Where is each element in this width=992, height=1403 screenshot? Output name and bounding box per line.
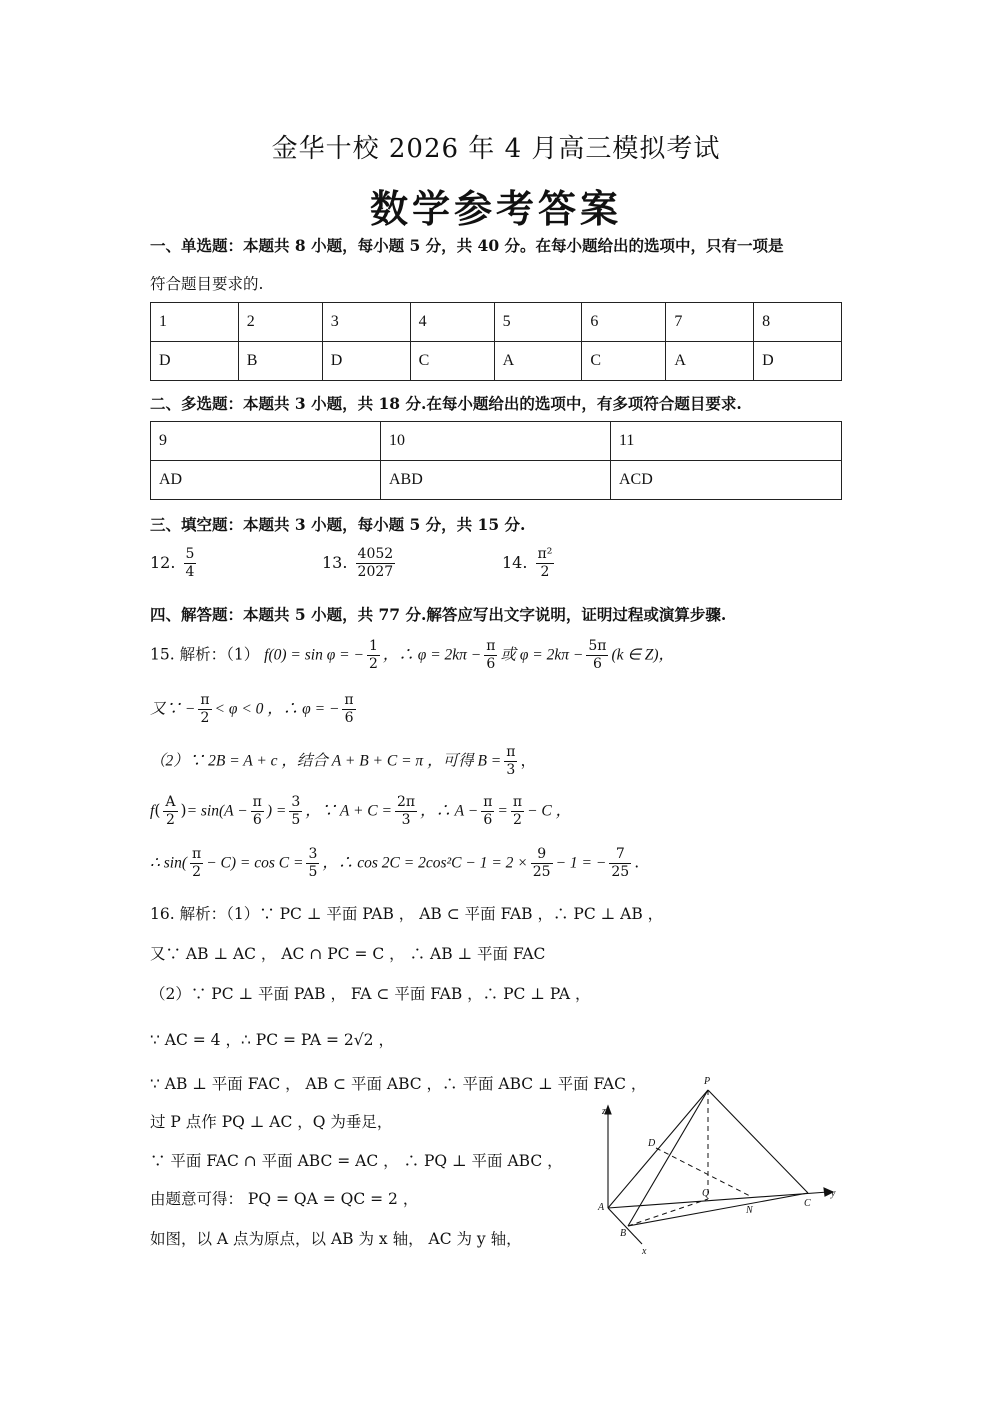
fraction: $\frac{1}{2}$ [368,638,378,672]
table-cell: C [410,342,494,381]
page-title: 数学参考答案 [369,186,622,231]
section2-heading: 二、多选题：本题共 3 小题，共 18 分.在每小题给出的选项中，有多项符合题目要求. [150,394,742,413]
fraction: $\frac{9}{25}$ [532,846,551,880]
exam-subtitle: 金华十校 2026 年 4 月高三模拟考试 [271,134,721,164]
fraction: $\frac{\pi}{6}$ [252,794,262,828]
single-choice-table [150,302,842,381]
table-cell: D [322,342,410,381]
table-cell: 11 [611,422,842,461]
table-row-numbers [151,422,842,461]
y-axis [608,1192,828,1208]
question-number: 12. [150,553,176,572]
table-cell: 7 [666,303,754,342]
table-row-answers [151,461,842,500]
q16-line-1: 16. 解析：（1）∵ PC ⊥ 平面 PAB ， AB ⊂ 平面 FAB ，∴ PC ⊥ AB ， [150,905,664,923]
fraction: $\frac{\pi}{2}$ [512,794,523,828]
label-Q: Q [702,1188,710,1199]
table-row-answers [151,342,842,381]
question-number: 13. [322,553,348,572]
table-cell: A [666,342,754,381]
table-cell: 5 [494,303,582,342]
fraction: $\frac{\pi}{6}$ [483,794,493,828]
pyramid-figure [590,1068,850,1258]
section3-heading: 三、填空题：本题共 3 小题，每小题 5 分，共 15 分. [150,515,526,534]
q16-line-3: （2）∵ PC ⊥ 平面 PAB ， FA ⊂ 平面 FAB ，∴ PC ⊥ PA ， [150,985,591,1003]
q16-line-9: 如图，以 A 点为原点，以 AB 为 x 轴， AC 为 y 轴， [150,1230,522,1248]
q15-line-4: f( $\frac{A}{2}$ )= sin(A − $\frac{\pi}{6}$ ) = $\frac{3}{5}$ ，∵ A + C = $\frac{2\pi}{3}$ ，∴ A − $\frac{\pi}{6}$ = $\frac{\pi}{2}$ − C ， [150,794,572,828]
q16-line-7: ∵ 平面 FAC ∩ 平面 ABC = AC ， ∴ PQ ⊥ 平面 ABC ， [150,1152,563,1170]
fraction: $\frac{5}{4}$ [185,546,195,580]
fraction: $\frac{\pi}{2}$ [200,692,210,726]
q15-line-1: 15. 解析：（1） f(0) = sin φ = − $\frac{1}{2}$ ，∴ φ = 2kπ − $\frac{\pi}{6}$ 或 φ = 2kπ − $\frac{5\pi}{6}$ (k ∈ Z)， [150,638,675,672]
table-cell: 6 [582,303,666,342]
fraction: $\frac{7}{25}$ [611,846,630,880]
q15-line-3: （2）∵ 2B = A + c ，结合 A + B + C = π ，可得 B = $\frac{\pi}{3}$ ， [150,744,536,778]
table-cell: ACD [611,461,842,500]
fraction: $\frac{5\pi}{6}$ [588,638,607,672]
q16-line-5: ∵ AB ⊥ 平面 FAC ， AB ⊂ 平面 ABC ，∴ 平面 ABC ⊥ 平面 FAC ， [150,1075,647,1093]
section1-heading: 一、单选题：本题共 8 小题，每小题 5 分，共 40 分。在每小题给出的选项中，只有一项是 [150,236,784,255]
table-cell: D [754,342,842,381]
section4-heading: 四、解答题：本题共 5 小题，共 77 分.解答应写出文字说明，证明过程或演算步骤. [150,605,727,624]
fraction: $\frac{A}{2}$ [165,794,176,828]
fraction: $\frac{2\pi}{3}$ [396,794,416,828]
fraction: $\frac{4052}{2027}$ [357,546,394,580]
table-cell: B [238,342,322,381]
label-D: D [648,1138,656,1149]
edge-PC [708,1090,808,1193]
label-z: z [602,1106,606,1117]
q15-line-2: 又∵ − $\frac{\pi}{2}$ < φ < 0 ，∴ φ = − $\frac{\pi}{6}$ [150,692,354,726]
fraction: $\frac{\pi}{2}$ [192,846,202,880]
label-x: x [642,1246,647,1257]
label-y: y [831,1188,836,1199]
table-cell: 3 [322,303,410,342]
q15-line-5: ∴ sin( $\frac{\pi}{2}$ − C) = cos C = $\frac{3}{5}$ ，∴ cos 2C = 2cos²C − 1 = 2 × $\frac{9}{25}$ − 1 = − $\frac{7}{25}$ . [150,846,640,880]
table-cell: 4 [410,303,494,342]
label-N: N [746,1205,753,1216]
fraction: $\frac{\text{π²}}{2}$ [537,546,553,580]
table-cell: A [494,342,582,381]
q16-line-2: 又∵ AB ⊥ AC ， AC ∩ PC = C ， ∴ AB ⊥ 平面 FAC [150,945,546,963]
table-cell: 1 [151,303,239,342]
edge-BP [628,1090,708,1226]
label-C: C [804,1198,811,1209]
fill-answer-14 [502,546,557,581]
fraction: $\frac{\pi}{6}$ [486,638,496,672]
fraction: $\frac{3}{5}$ [291,794,301,828]
table-row-numbers [151,303,842,342]
table-cell: ABD [381,461,611,500]
fill-answer-12 [150,546,199,581]
table-cell: C [582,342,666,381]
label-P: P [704,1076,711,1087]
edge-BC [628,1193,808,1226]
fill-answer-13 [322,546,398,581]
label-A: A [598,1202,605,1213]
question-number: 14. [502,553,528,572]
q16-line-6: 过 P 点作 PQ ⊥ AC ，Q 为垂足， [150,1113,393,1131]
label-B: B [620,1228,627,1239]
table-cell: 10 [381,422,611,461]
fraction: $\frac{\pi}{6}$ [344,692,354,726]
fraction: $\frac{3}{5}$ [308,846,318,880]
multi-choice-table [150,421,842,500]
section1-heading-cont: 符合题目要求的. [150,275,264,293]
table-cell: 8 [754,303,842,342]
q16-line-8: 由题意可得： PQ = QA = QC = 2 ， [150,1190,419,1208]
table-cell: 2 [238,303,322,342]
table-cell: AD [151,461,381,500]
q16-line-4: ∵ AC = 4 ，∴ PC = PA = 2√2 ， [150,1031,394,1049]
fraction: $\frac{\pi}{3}$ [506,744,516,778]
table-cell: 9 [151,422,381,461]
table-cell: D [151,342,239,381]
segment-BQ-dashed [628,1199,708,1226]
